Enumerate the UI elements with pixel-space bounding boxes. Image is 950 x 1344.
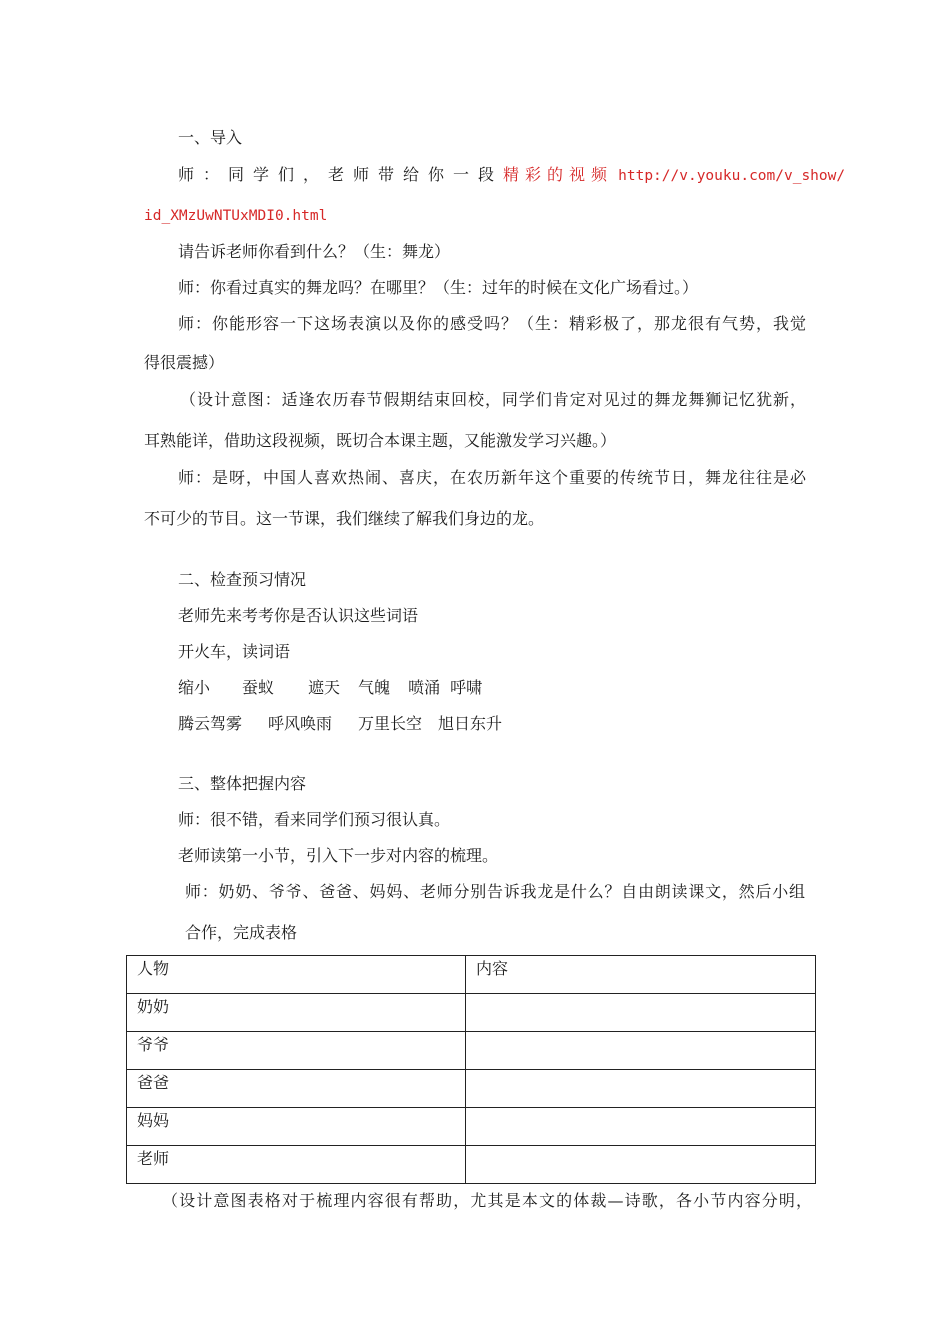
table-cell-person: 妈妈 (127, 1108, 466, 1146)
preview-line-2: 开火车，读词语 (178, 642, 291, 661)
word-list-row-1 (178, 678, 482, 698)
table-cell-person: 老师 (127, 1146, 466, 1184)
video-url-part1[interactable]: http://v.youku.com/v_show/ (618, 168, 846, 184)
table-cell-content[interactable] (466, 1032, 816, 1070)
table-header-cell: 人物 (127, 956, 466, 994)
table-row (127, 1070, 816, 1108)
content-line-4: 合作，完成表格 (185, 923, 298, 942)
word-item: 万里长空 (358, 714, 423, 733)
table-header-cell: 内容 (466, 956, 816, 994)
table-cell-person: 爷爷 (127, 1032, 466, 1070)
design-intent-table-note: （设计意图表格对于梳理内容很有帮助，尤其是本文的体裁—诗歌，各小节内容分明， (162, 1191, 812, 1210)
teacher-intro-line (178, 165, 846, 186)
teacher-intro-speaker: 师：同学们，老师带给你一段 (178, 165, 504, 184)
word-item: 蚕蚁 (242, 678, 275, 697)
section-heading-intro: 一、导入 (178, 128, 243, 147)
word-list-row-2 (178, 714, 502, 734)
word-item: 旭日东升 (438, 714, 503, 733)
content-line-1: 师：很不错，看来同学们预习很认真。 (178, 810, 451, 829)
table-cell-person: 奶奶 (127, 994, 466, 1032)
table-cell-content[interactable] (466, 1146, 816, 1184)
word-item: 呼风唤雨 (268, 714, 333, 733)
word-item: 腾云驾雾 (178, 714, 243, 733)
word-item: 气魄 (358, 678, 391, 697)
teacher-ask-line: 请告诉老师你看到什么？（生：舞龙） (178, 242, 451, 261)
teacher-describe-line-1: 师：你能形容一下这场表演以及你的感受吗？（生：精彩极了，那龙很有气势，我觉 (178, 314, 806, 333)
table-cell-content[interactable] (466, 994, 816, 1032)
content-line-3: 师：奶奶、爷爷、爸爸、妈妈、老师分别告诉我龙是什么？自由朗读课文，然后小组 (185, 882, 805, 901)
design-intent-line-2: 耳熟能详，借助这段视频，既切合本课主题，又能激发学习兴趣。） (144, 431, 617, 450)
video-url-part2[interactable]: id_XMzUwNTUxMDI0.html (144, 208, 328, 224)
teacher-summary-line-1: 师：是呀，中国人喜欢热闹、喜庆，在农历新年这个重要的传统节日，舞龙往往是必 (178, 468, 806, 487)
word-item: 呼啸 (450, 678, 483, 697)
design-intent-line-1: （设计意图：适逢农历春节假期结束回校，同学们肯定对见过的舞龙舞狮记忆犹新， (180, 390, 806, 409)
section-heading-content: 三、整体把握内容 (178, 774, 307, 793)
teacher-summary-line-2: 不可少的节目。这一节课，我们继续了解我们身边的龙。 (144, 509, 545, 528)
table-cell-content[interactable] (466, 1108, 816, 1146)
table-header-row (127, 956, 816, 994)
table-row (127, 994, 816, 1032)
table-row (127, 1032, 816, 1070)
table-cell-content[interactable] (466, 1070, 816, 1108)
preview-line-1: 老师先来考考你是否认识这些词语 (178, 606, 419, 625)
table-row (127, 1146, 816, 1184)
video-link-text[interactable]: 精彩的视频 (503, 165, 614, 184)
section-heading-preview: 二、检查预习情况 (178, 570, 307, 589)
word-item: 遮天 (308, 678, 341, 697)
word-item: 缩小 (178, 678, 211, 697)
word-item: 喷涌 (408, 678, 441, 697)
teacher-describe-line-2: 得很震撼） (144, 353, 225, 372)
content-line-2: 老师读第一小节，引入下一步对内容的梳理。 (178, 846, 499, 865)
table-cell-person: 爸爸 (127, 1070, 466, 1108)
worksheet-table (126, 955, 816, 1184)
teacher-seen-line: 师：你看过真实的舞龙吗？在哪里？（生：过年的时候在文化广场看过。） (178, 278, 699, 297)
table-row (127, 1108, 816, 1146)
